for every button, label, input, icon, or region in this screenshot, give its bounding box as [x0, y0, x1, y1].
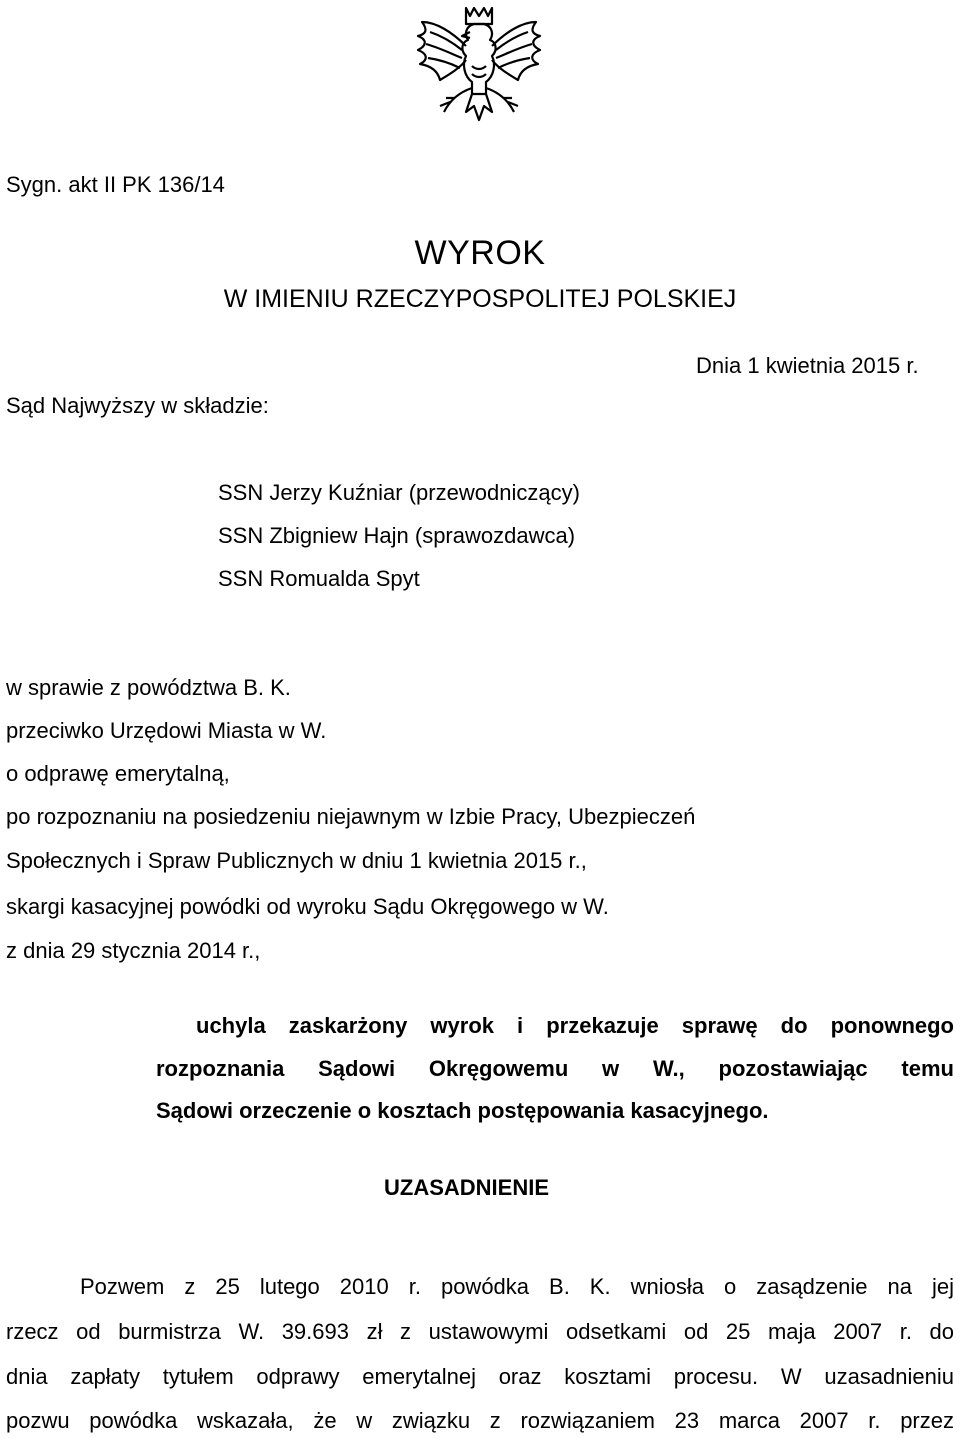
- case-signature: Sygn. akt II PK 136/14: [6, 172, 225, 197]
- judge-line: SSN Zbigniew Hajn (sprawozdawca): [218, 523, 576, 548]
- justification-line: dnia zapłaty tytułem odprawy emerytalnej oraz kosztami procesu. W uzasadnieniu: [6, 1364, 954, 1389]
- court-composition-label: Sąd Najwyższy w składzie:: [6, 393, 269, 418]
- case-line: przeciwko Urzędowi Miasta w W.: [6, 718, 327, 743]
- case-line: o odprawę emerytalną,: [6, 761, 230, 786]
- polish-eagle-emblem-icon: [410, 2, 548, 130]
- page-subtitle: W IMIENIU RZECZYPOSPOLITEJ POLSKIEJ: [223, 285, 737, 313]
- justification-heading: UZASADNIENIE: [384, 1175, 550, 1200]
- page-title: WYROK: [414, 234, 546, 272]
- justification-line: Pozwem z 25 lutego 2010 r. powódka B. K. wniosła o zasądzenie na jej: [80, 1274, 954, 1299]
- judgment-date: Dnia 1 kwietnia 2015 r.: [696, 353, 919, 378]
- judge-line: SSN Romualda Spyt: [218, 566, 420, 591]
- verdict-line: uchyla zaskarżony wyrok i przekazuje sprawę do ponownego: [196, 1013, 954, 1038]
- case-line: Społecznych i Spraw Publicznych w dniu 1 kwietnia 2015 r.,: [6, 848, 587, 873]
- case-line: w sprawie z powództwa B. K.: [6, 675, 291, 700]
- case-line: skargi kasacyjnej powódki od wyroku Sądu Okręgowego w W.: [6, 894, 609, 919]
- justification-line: rzecz od burmistrza W. 39.693 zł z ustawowymi odsetkami od 25 maja 2007 r. do: [6, 1319, 954, 1344]
- case-line: po rozpoznaniu na posiedzeniu niejawnym w Izbie Pracy, Ubezpieczeń: [6, 804, 696, 829]
- case-line: z dnia 29 stycznia 2014 r.,: [6, 938, 261, 963]
- verdict-line: Sądowi orzeczenie o kosztach postępowania kasacyjnego.: [156, 1098, 769, 1123]
- verdict-line: rozpoznania Sądowi Okręgowemu w W., pozostawiając temu: [156, 1056, 954, 1081]
- judge-line: SSN Jerzy Kuźniar (przewodniczący): [218, 480, 580, 505]
- justification-line: pozwu powódka wskazała, że w związku z rozwiązaniem 23 marca 2007 r. przez: [6, 1408, 954, 1433]
